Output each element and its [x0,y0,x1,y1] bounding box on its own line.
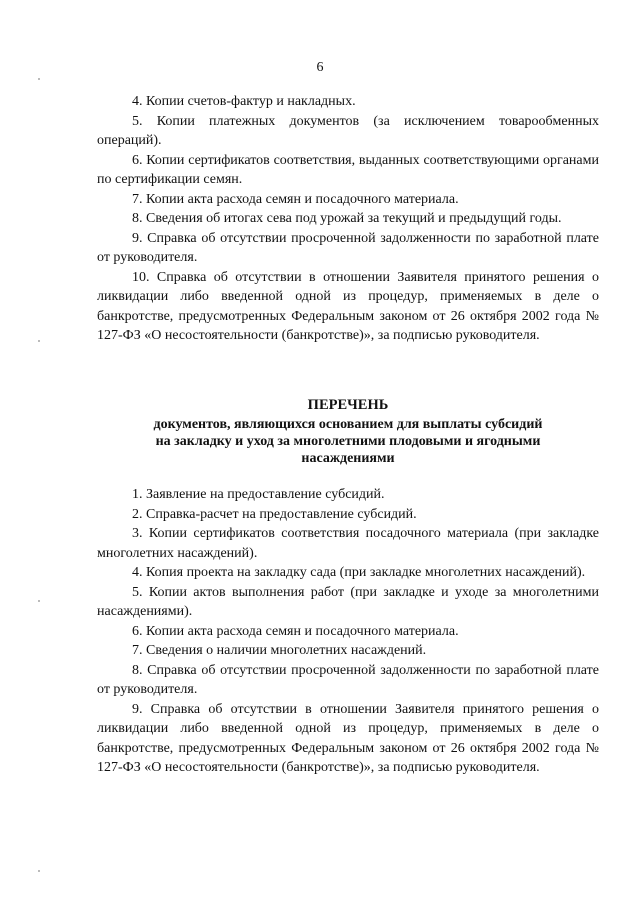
list-item: 7. Сведения о наличии многолетних насаждений. [132,643,427,658]
heading-subtitle-line: насаждениями [301,451,395,466]
list-item: 5. Копии платежных документов (за исключением товарообменных операций). [97,113,599,148]
list-item: 8. Справка об отсутствии просроченной задолженности по заработной плате от руководителя. [97,662,599,697]
heading-title: ПЕРЕЧЕНЬ [307,397,389,413]
list-item: 5. Копии актов выполнения работ (при закладке и уходе за многолетними насаждениями). [97,584,599,619]
list-item: 6. Копии сертификатов соответствия, выданных соответствующими органами по сертификации семян. [97,152,599,187]
scan-mark [38,340,40,342]
list-item: 1. Заявление на предоставление субсидий. [132,487,385,502]
scan-mark [38,870,40,872]
list-item: 7. Копии акта расхода семян и посадочного материала. [132,191,459,207]
list-item: 10. Справка об отсутствии в отношении Заявителя принятого решения о ликвидации либо введенной одной из процедур, применяемых в деле о банкротстве, предусмотренных Федеральным законом от 26 октября 2002 года № 127-ФЗ «О несостоятельности (банкротстве)», за подписью руководителя. [97,269,599,343]
list-item: 4. Копии счетов-фактур и накладных. [132,94,356,109]
page-number: 6 [316,60,324,75]
section-heading [97,397,599,467]
heading-subtitle-line: на закладку и уход за многолетними плодовыми и ягодными [155,434,541,449]
list-item: 3. Копии сертификатов соответствия посадочного материала (при закладке многолетних насаждений). [97,526,599,561]
document-list-continued [97,92,599,346]
list-item: 9. Справка об отсутствии в отношении Заявителя принятого решения о ликвидации либо введенной одной из процедур, применяемых в деле о банкротстве, предусмотренных Федеральным законом от 26 октября 2002 года № 127-ФЗ «О несостоятельности (банкротстве)», за подписью руководителя. [97,701,599,775]
document-list-subsidies [97,485,599,778]
list-item: 9. Справка об отсутствии просроченной задолженности по заработной плате от руководителя. [97,230,599,265]
heading-subtitle-line: документов, являющихся основанием для выплаты субсидий [153,417,543,432]
list-item: 6. Копии акта расхода семян и посадочного материала. [132,623,459,639]
list-item: 2. Справка-расчет на предоставление субсидий. [132,506,417,522]
scan-mark [38,600,40,602]
list-item: 8. Сведения об итогах сева под урожай за текущий и предыдущий годы. [132,211,562,226]
scan-mark [38,78,40,80]
list-item: 4. Копия проекта на закладку сада (при закладке многолетних насаждений). [132,565,586,580]
